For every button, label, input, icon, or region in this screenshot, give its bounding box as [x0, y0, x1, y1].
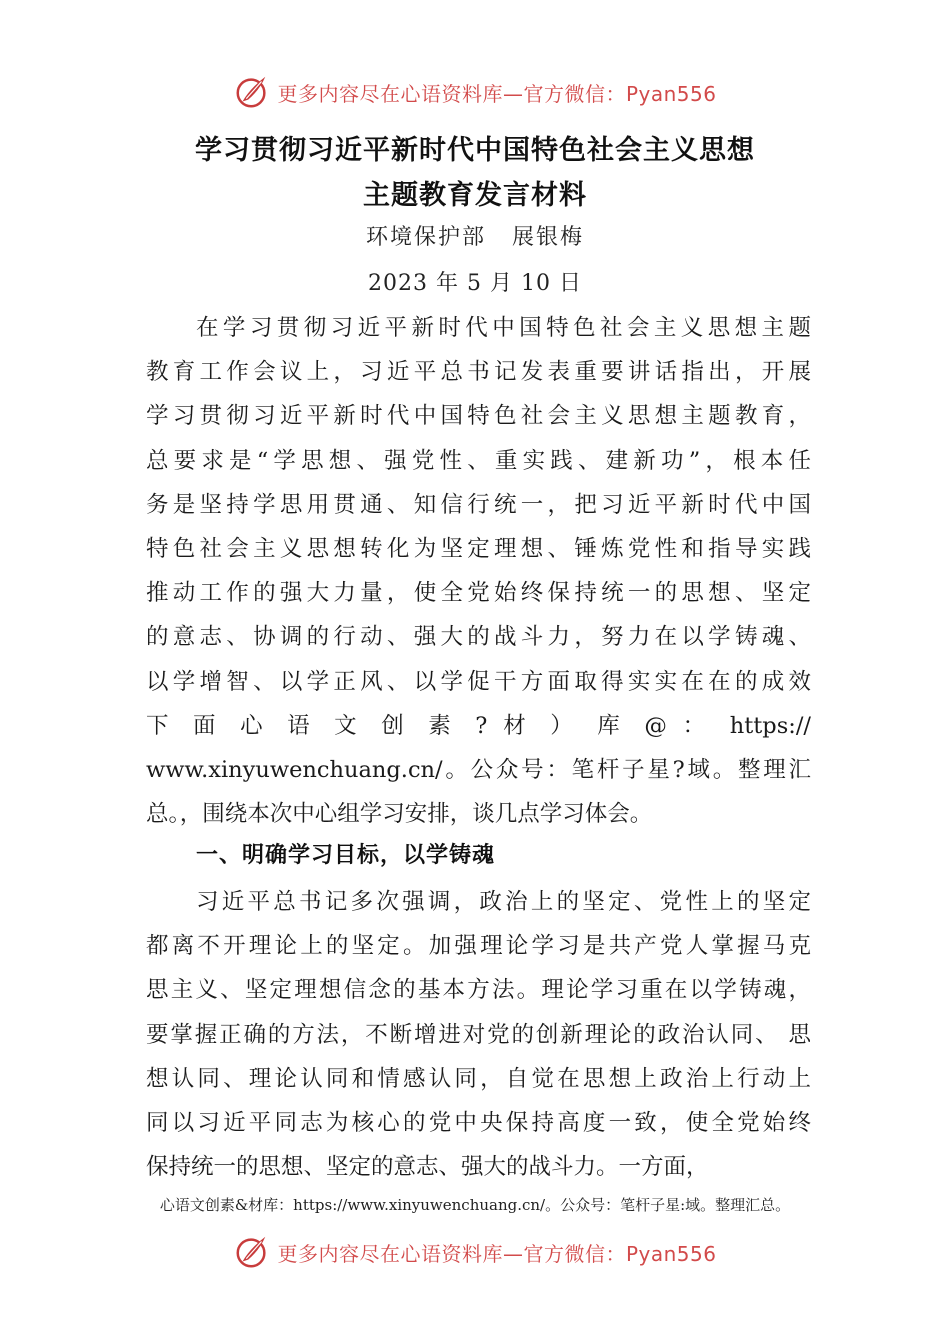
- paragraph-line: 同以习近平同志为核心的党中央保持高度一致，使全党始终: [146, 1110, 811, 1137]
- paragraph-line: 推动工作的强大力量，使全党始终保持统一的思想、坚定: [146, 580, 811, 607]
- footer-note: 心语文创素&材库：https://www.xinyuwenchuang.cn/。公众号：笔杆子星:域。整理汇总。: [159, 1196, 791, 1214]
- paragraph-line: 在学习贯彻习近平新时代中国特色社会主义思想主题: [196, 315, 811, 341]
- top-banner: [0, 70, 950, 114]
- banner-text: 更多内容尽在心语资料库—官方微信：Pyan556: [277, 81, 717, 106]
- paragraph-line: 都离不开理论上的坚定。加强理论学习是共产党人掌握马克: [146, 933, 811, 960]
- document-date: 2023 年 5 月 10 日: [368, 271, 582, 296]
- paragraph-line: 的意志、协调的行动、强大的战斗力，努力在以学铸魂、: [146, 624, 811, 651]
- paragraph-line: 思主义、坚定理想信念的基本方法。理论学习重在以学铸魂，: [146, 977, 811, 1004]
- paragraph-line: 以学增智、以学正风、以学促干方面取得实实在在的成效: [146, 668, 811, 695]
- paragraph-line: 特色社会主义思想转化为坚定理想、锤炼党性和指导实践: [146, 536, 811, 563]
- bottom-banner: [0, 1230, 950, 1274]
- paragraph-line: www.xinyuwenchuang.cn/。公众号：笔杆子星?域。整理汇: [146, 757, 811, 784]
- quill-logo-icon: [233, 73, 271, 111]
- banner-text: 更多内容尽在心语资料库—官方微信：Pyan556: [277, 1241, 717, 1266]
- paragraph-line: 总。，围绕本次中心组学习安排，谈几点学习体会。: [146, 801, 653, 828]
- section-heading-1: 一、明确学习目标，以学铸魂: [196, 843, 496, 868]
- paragraph-2: [146, 880, 811, 1189]
- paragraph-line: 教育工作会议上，习近平总书记发表重要讲话指出，开展: [146, 359, 811, 386]
- paragraph-1: [146, 306, 811, 836]
- document-title-line1: 学习贯彻习近平新时代中国特色社会主义思想: [195, 135, 755, 166]
- paragraph-line: 总要求是“学思想、强党性、重实践、建新功”，根本任: [146, 447, 811, 474]
- author-dept: 环境保护部: [365, 225, 486, 250]
- paragraph-line: 下 面 心 语 文 创 素 ? 材 ） 库 @ ： https://: [146, 712, 811, 739]
- paragraph-line: 学习贯彻习近平新时代中国特色社会主义思想主题教育，: [146, 403, 811, 430]
- paragraph-line: 要掌握正确的方法，不断增进对党的创新理论的政治认同、 思: [146, 1021, 811, 1048]
- author-line: [0, 220, 950, 251]
- author-name: 展银梅: [512, 225, 585, 250]
- quill-logo-icon: [233, 1233, 271, 1271]
- paragraph-line: 想认同、理论认同和情感认同，自觉在思想上政治上行动上: [146, 1065, 811, 1092]
- paragraph-line: 务是坚持学思用贯通、知信行统一，把习近平新时代中国: [146, 491, 811, 518]
- paragraph-line: 习近平总书记多次强调，政治上的坚定、党性上的坚定: [196, 889, 811, 915]
- document-title-line2: 主题教育发言材料: [363, 180, 587, 211]
- paragraph-line: 保持统一的思想、坚定的意志、强大的战斗力。一方面，: [146, 1154, 709, 1181]
